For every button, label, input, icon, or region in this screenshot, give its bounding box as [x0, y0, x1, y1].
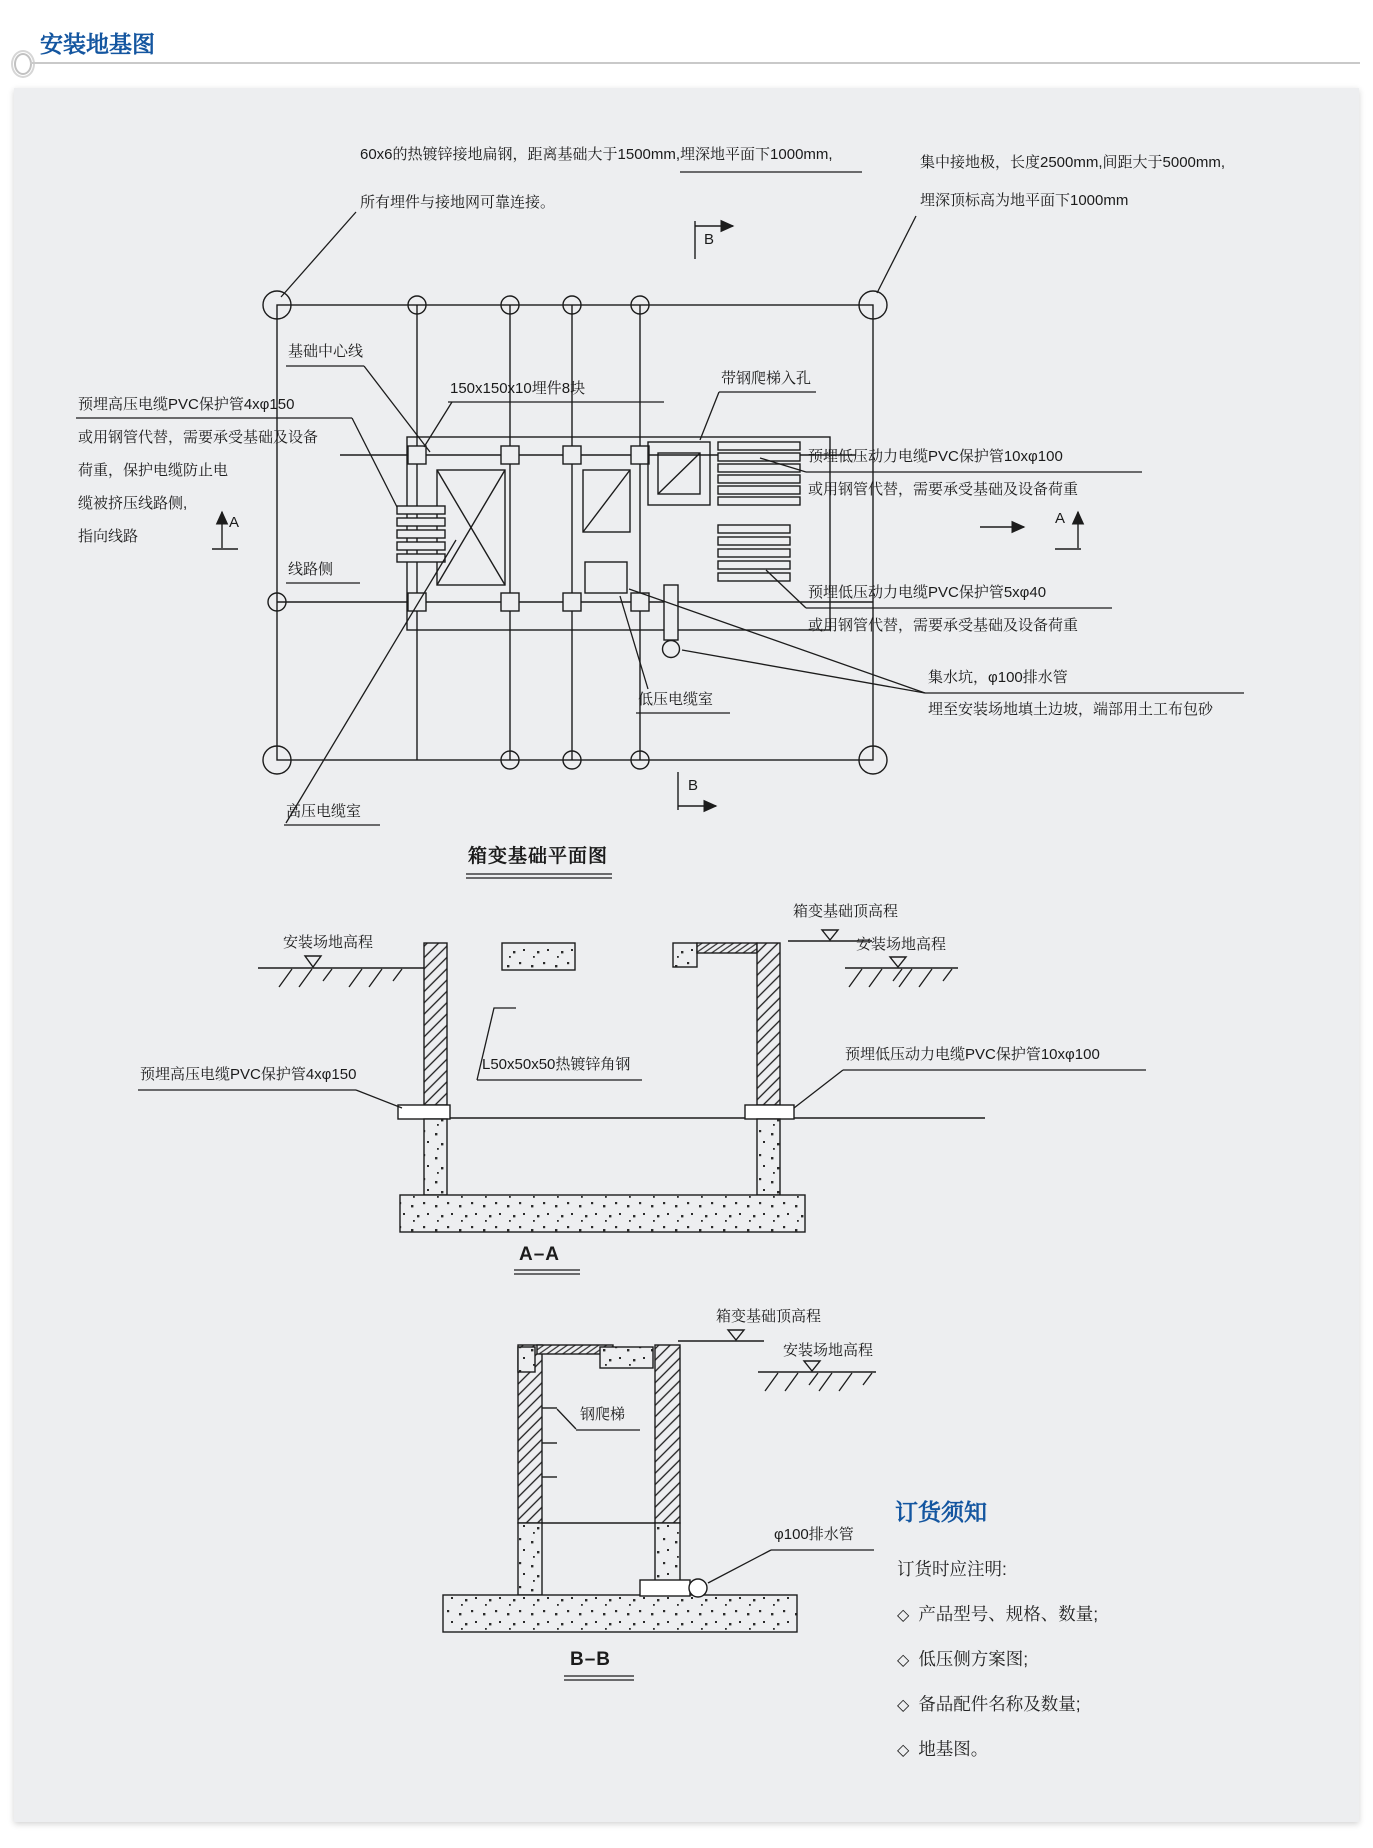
- bb-site-elev: 安装场地高程: [783, 1342, 874, 1359]
- drawing-panel: [14, 88, 1359, 1822]
- aa-site-elev-right: 安装场地高程: [856, 936, 947, 953]
- ann-electrode-line2: 埋深顶标高为地平面下1000mm: [920, 192, 1129, 209]
- diamond-bullet-icon: ◇: [897, 1742, 910, 1759]
- order-note-item: ◇ 低压侧方案图;: [897, 1649, 1029, 1669]
- ann-hv-pipe-line1: 预埋高压电缆PVC保护管4xφ150: [78, 396, 295, 413]
- section-marker-b-top: B: [704, 231, 715, 248]
- ann-lv-pipe100-line2: 或用钢管代替，需要承受基础及设备荷重: [808, 481, 1079, 498]
- label-line-side: 线路侧: [288, 561, 334, 578]
- ann-electrode-line1: 集中接地极，长度2500mm,间距大于5000mm,: [920, 154, 1226, 171]
- aa-angle-steel: L50x50x50热镀锌角钢: [482, 1056, 631, 1073]
- order-note-item: ◇ 产品型号、规格、数量;: [897, 1604, 1099, 1624]
- section-marker-b-bottom: B: [688, 777, 699, 794]
- aa-foundation-top-elev: 箱变基础顶高程: [793, 903, 899, 920]
- label-center-line: 基础中心线: [288, 343, 364, 360]
- header-ring-icon: [14, 53, 32, 75]
- diamond-bullet-icon: ◇: [897, 1607, 910, 1624]
- label-embed-plates: 150x150x10埋件8块: [450, 380, 586, 397]
- diamond-bullet-icon: ◇: [897, 1697, 910, 1714]
- label-hv-room: 高压电缆室: [286, 803, 362, 820]
- aa-hv-pipe: 预埋高压电缆PVC保护管4xφ150: [140, 1066, 357, 1083]
- diamond-bullet-icon: ◇: [897, 1652, 910, 1669]
- ann-sump-line1: 集水坑，φ100排水管: [928, 669, 1068, 686]
- ann-ground-strip-line2: 所有埋件与接地网可靠连接。: [360, 194, 556, 211]
- header-divider: [30, 62, 1360, 64]
- order-notes-intro: 订货时应注明:: [897, 1559, 1007, 1579]
- ann-ground-strip-line1: 60x6的热镀锌接地扁钢，距离基础大于1500mm,埋深地平面下1000mm,: [360, 146, 833, 163]
- aa-lv-pipe: 预埋低压动力电缆PVC保护管10xφ100: [845, 1046, 1100, 1063]
- section-marker-a-right: A: [1055, 510, 1066, 527]
- page-title: 安装地基图: [40, 31, 155, 57]
- label-lv-room: 低压电缆室: [638, 691, 714, 708]
- ann-lv-pipe40-line1: 预埋低压动力电缆PVC保护管5xφ40: [808, 584, 1047, 601]
- bb-title: B–B: [570, 1649, 612, 1670]
- label-manhole: 带钢爬梯入孔: [721, 370, 812, 387]
- ann-lv-pipe100-line1: 预埋低压动力电缆PVC保护管10xφ100: [808, 448, 1063, 465]
- ann-hv-pipe-line3: 荷重，保护电缆防止电: [78, 462, 229, 479]
- aa-title: A–A: [519, 1244, 561, 1265]
- section-marker-a-left: A: [229, 514, 240, 531]
- bb-foundation-top-elev: 箱变基础顶高程: [716, 1308, 822, 1325]
- bb-ladder: 钢爬梯: [580, 1406, 626, 1423]
- ann-lv-pipe40-line2: 或用钢管代替，需要承受基础及设备荷重: [808, 617, 1079, 634]
- ann-hv-pipe-line5: 指向线路: [78, 528, 139, 545]
- ann-hv-pipe-line4: 缆被挤压线路侧,: [78, 495, 188, 512]
- order-notes-heading: 订货须知: [895, 1499, 987, 1525]
- plan-title: 箱变基础平面图: [468, 846, 609, 867]
- aa-site-elev-left: 安装场地高程: [283, 934, 374, 951]
- bb-drain: φ100排水管: [774, 1526, 854, 1543]
- order-note-item: ◇ 地基图。: [897, 1739, 989, 1759]
- order-note-item: ◇ 备品配件名称及数量;: [897, 1694, 1081, 1714]
- ann-hv-pipe-line2: 或用钢管代替，需要承受基础及设备: [78, 429, 319, 446]
- ann-sump-line2: 埋至安装场地填土边坡，端部用土工布包砂: [928, 701, 1214, 718]
